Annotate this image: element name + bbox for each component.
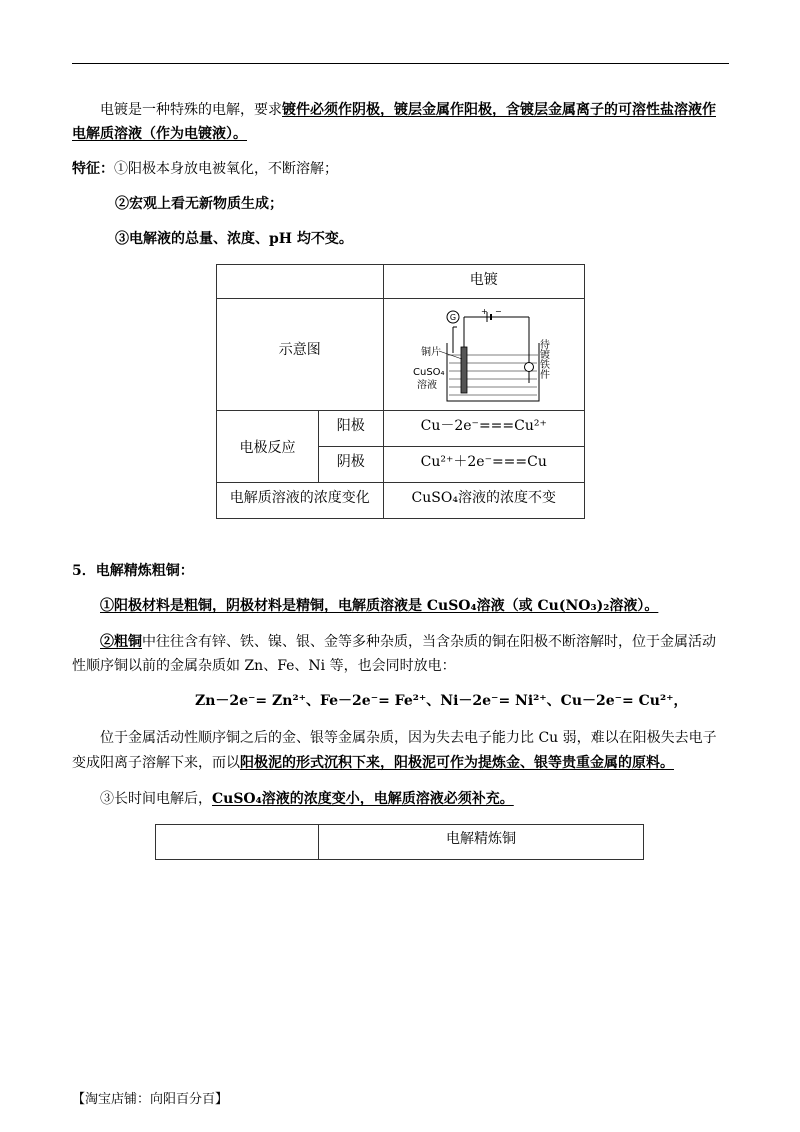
anode-label: 阳极 bbox=[319, 411, 383, 447]
item-label: 待镀铁件 bbox=[537, 338, 549, 379]
concentration-label: 电解质溶液的浓度变化 bbox=[217, 483, 384, 519]
anode-reaction: Cu－2e⁻===Cu²⁺ bbox=[383, 411, 584, 447]
electrode-reaction-label: 电极反应 bbox=[217, 411, 319, 483]
top-rule bbox=[72, 63, 729, 64]
intro-line-2: 电解质溶液（作为电镀液）。 bbox=[72, 126, 247, 142]
paragraph-line-1: 位于金属活动性顺序铜之后的金、银等金属杂质，因为失去电子能力比 Cu 弱，难以在阳极失去电子 bbox=[100, 730, 717, 746]
anode-mud-emphasis: 阳极泥的形式沉积下来，阳极泥可作为提炼金、银等贵重金属的原料。 bbox=[240, 755, 674, 771]
concentration-value: CuSO₄溶液的浓度不变 bbox=[383, 483, 584, 519]
section-5-item-2: ②粗铜中往往含有锌、铁、镍、银、金等多种杂质，当含杂质的铜在阳极不断溶解时，位于金属活动 bbox=[100, 634, 716, 650]
battery-minus-icon: − bbox=[494, 306, 502, 316]
table-header-refining: 电解精炼铜 bbox=[319, 825, 644, 860]
diagram-cell bbox=[383, 299, 584, 411]
cathode-label: 阴极 bbox=[319, 447, 383, 483]
copper-label: 铜片 bbox=[420, 346, 441, 358]
section-5-item-1: ①阳极材料是粗铜，阴极材料是精铜，电解质溶液是 CuSO₄溶液（或 Cu(NO₃)₂溶液）。 bbox=[100, 598, 659, 614]
copper-plate bbox=[461, 347, 467, 393]
section-5-item-3: ③长时间电解后，CuSO₄溶液的浓度变小，电解质溶液必须补充。 bbox=[100, 791, 514, 807]
section-5-title: 5．电解精炼粗铜： bbox=[72, 563, 194, 579]
diagram-label: 示意图 bbox=[217, 299, 384, 411]
electroplating-diagram bbox=[409, 303, 559, 407]
table-cell-empty bbox=[217, 265, 384, 299]
battery-plus-icon: + bbox=[480, 306, 488, 316]
item-3-emphasis: CuSO₄溶液的浓度变小，电解质溶液必须补充。 bbox=[212, 791, 514, 807]
intro-emphasis: 镀件必须作阴极，镀层金属作阳极，含镀层金属离子的可溶性盐溶液作 bbox=[282, 102, 716, 118]
feature-item-2: ②宏观上看无新物质生成； bbox=[115, 196, 283, 212]
feature-item-3: ③电解液的总量、浓度、pH 均不变。 bbox=[115, 231, 353, 247]
cathode-reaction: Cu²⁺＋2e⁻===Cu bbox=[383, 447, 584, 483]
solution-label-2: 溶液 bbox=[416, 379, 437, 391]
features-line-1: 特征：①阳极本身放电被氧化，不断溶解； bbox=[72, 161, 338, 177]
iron-item bbox=[524, 362, 533, 371]
refining-table bbox=[155, 824, 644, 860]
section-5-item-2-line-2: 性顺序铜以前的金属杂质如 Zn、Fe、Ni 等，也会同时放电： bbox=[72, 658, 456, 674]
intro-line-1: 电镀是一种特殊的电解，要求镀件必须作阴极，镀层金属作阳极，含镀层金属离子的可溶性盐溶液作 bbox=[100, 102, 716, 118]
footer: 【淘宝店铺：向阳百分百】 bbox=[72, 1092, 229, 1107]
solution-label: CuSO₄ bbox=[412, 366, 445, 378]
galvanometer-label: G bbox=[449, 312, 456, 322]
paragraph-line-2: 变成阳离子溶解下来，而以阳极泥的形式沉积下来，阳极泥可作为提炼金、银等贵重金属的原料。 bbox=[72, 755, 674, 771]
table-cell-empty bbox=[156, 825, 319, 860]
anode-equations: Zn－2e⁻= Zn²⁺、Fe－2e⁻= Fe²⁺、Ni－2e⁻= Ni²⁺、Cu－2e⁻= Cu²⁺， bbox=[195, 693, 688, 709]
table-header-electroplating: 电镀 bbox=[383, 265, 584, 299]
features-label: 特征： bbox=[72, 161, 114, 177]
electroplating-table bbox=[216, 264, 585, 519]
crude-copper-emphasis: ②粗铜 bbox=[100, 634, 142, 650]
